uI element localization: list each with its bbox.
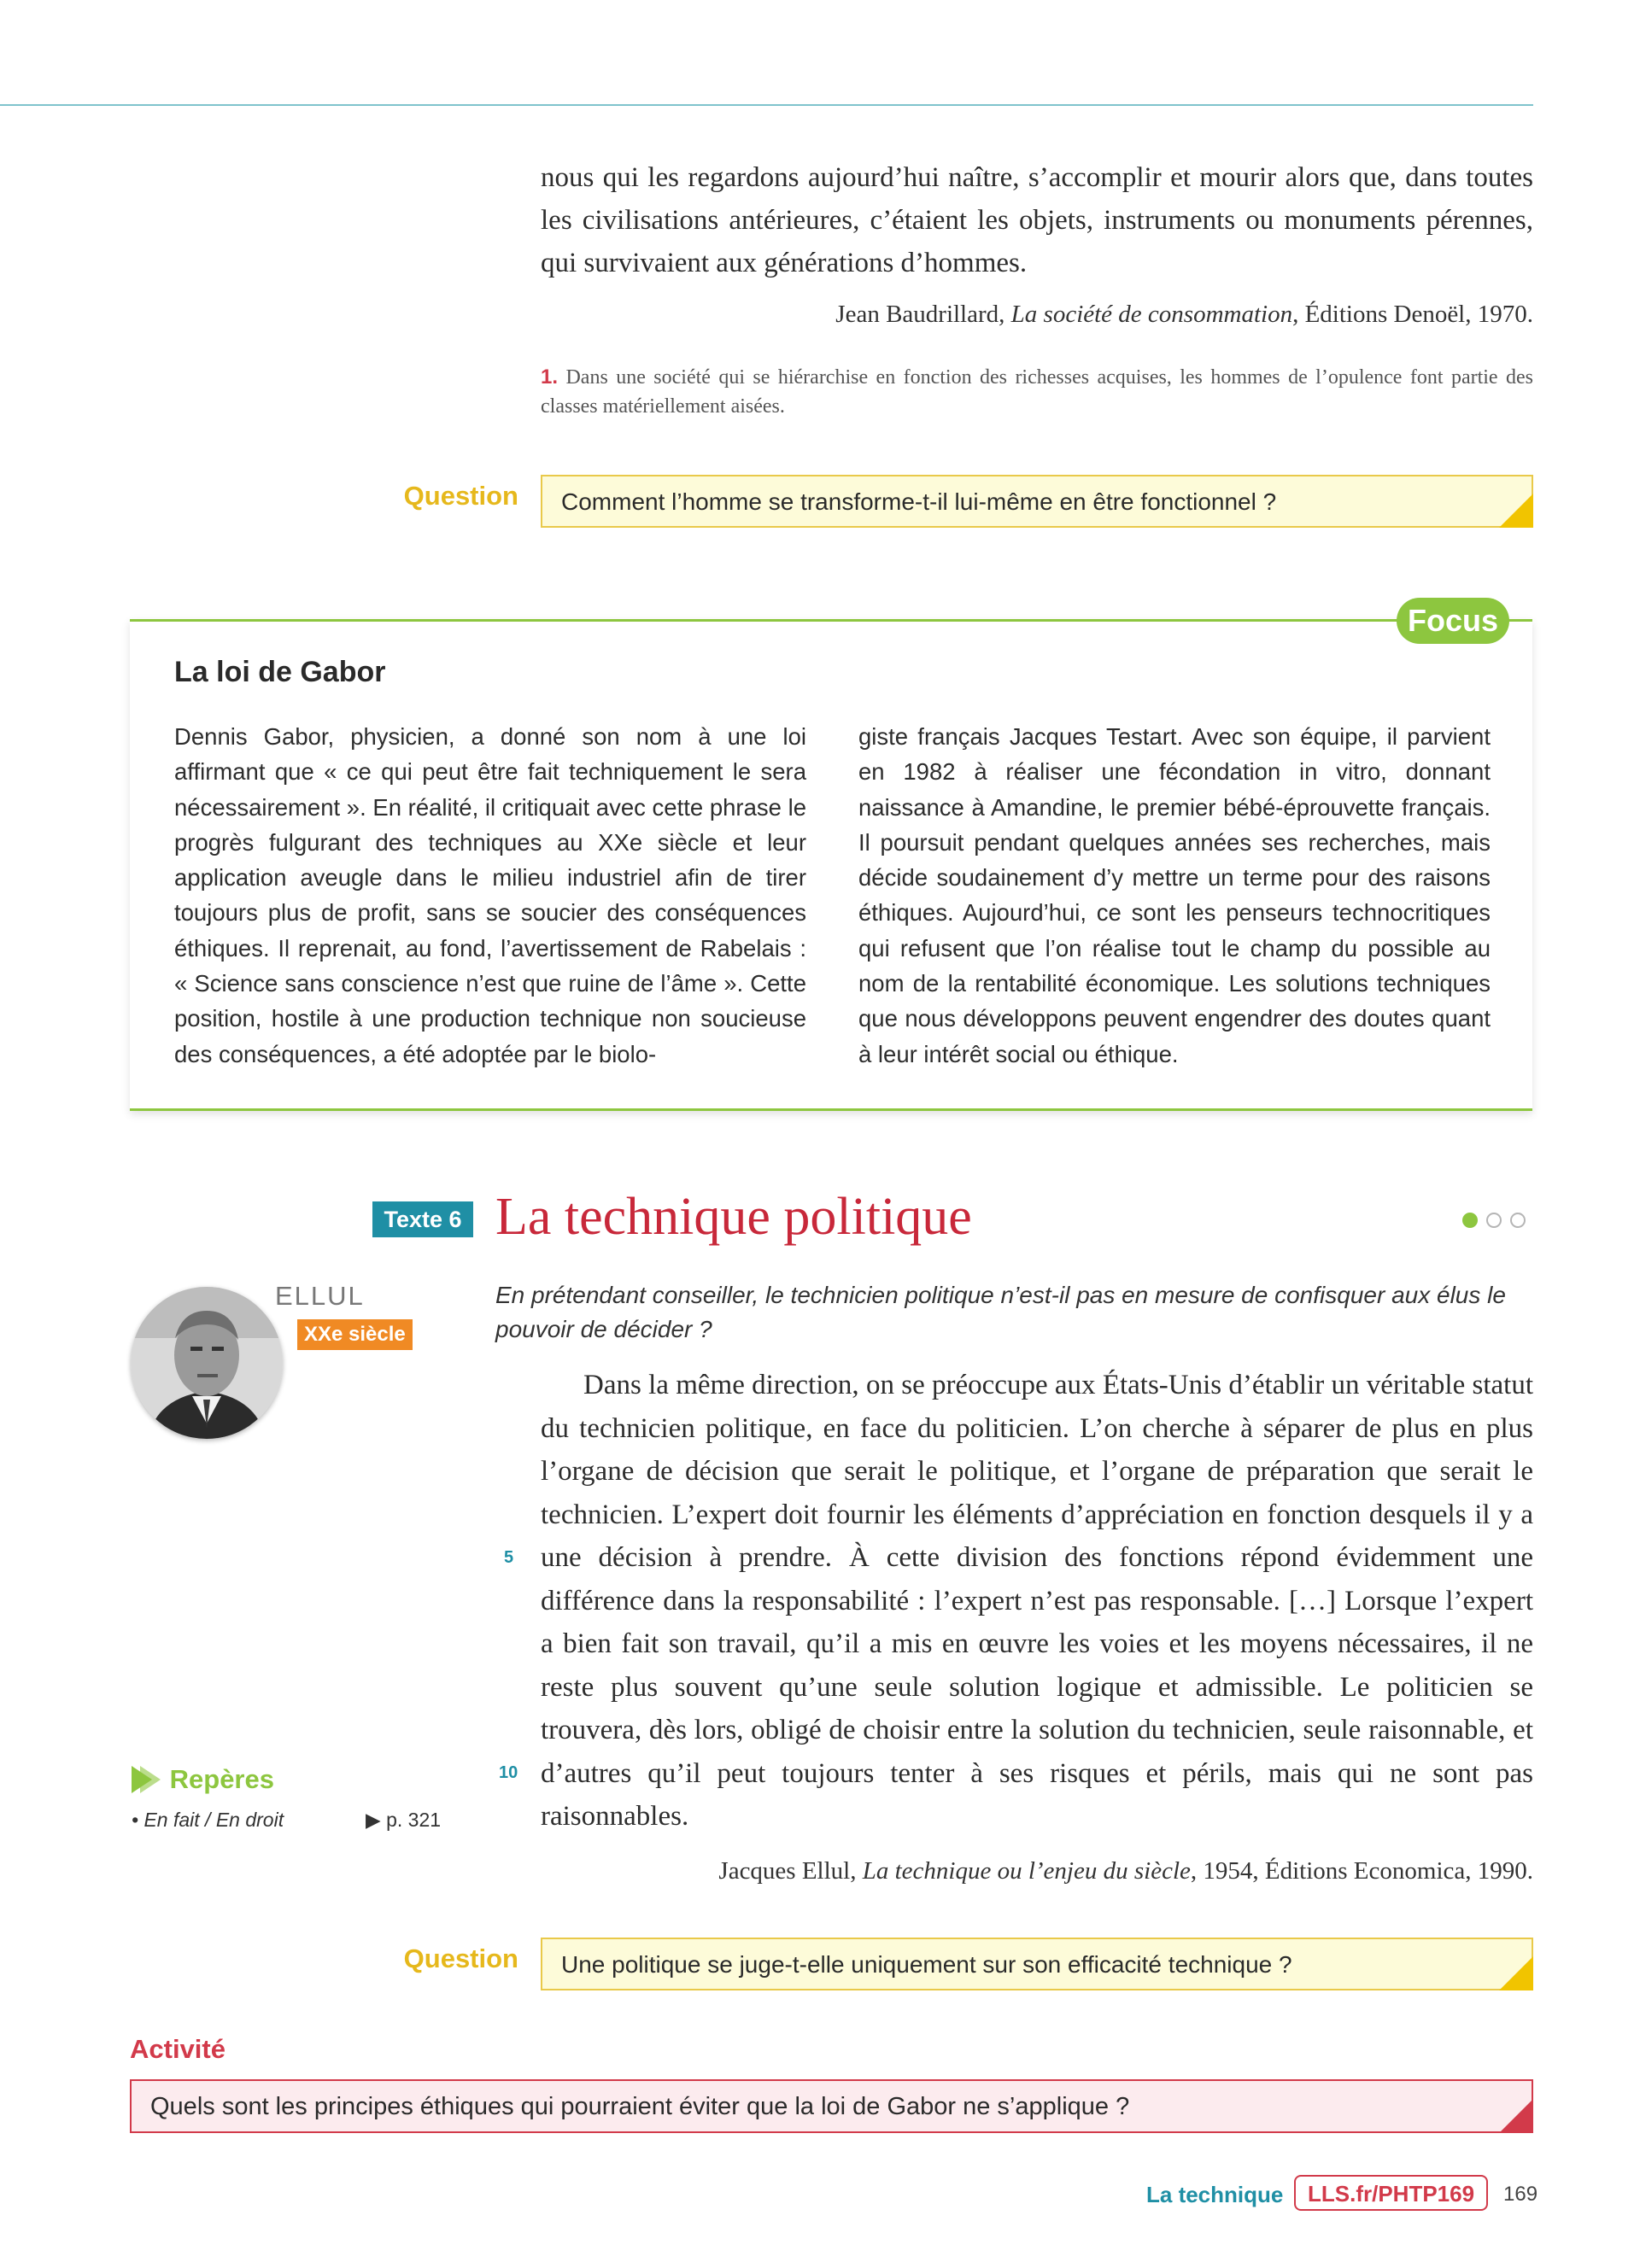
- footnote-text: Dans une société qui se hiérarchise en fonction des richesses acquises, les hommes de l’opulence font partie des classes matériellement aisées.: [541, 366, 1534, 418]
- focus-title: La loi de Gabor: [174, 656, 386, 688]
- source-rest: , 1954, Éditions Economica, 1990.: [1190, 1857, 1533, 1885]
- footer-link[interactable]: LLS.fr/PHTP169: [1294, 2175, 1488, 2211]
- question-box: [541, 1938, 1533, 1990]
- passage-continuation: [541, 156, 1533, 284]
- author-century: XXe siècle: [297, 1319, 413, 1350]
- source-rest: , Éditions Denoël, 1970.: [1292, 301, 1533, 328]
- source-author: Jacques Ellul,: [718, 1857, 857, 1885]
- difficulty-dot-empty: [1510, 1213, 1526, 1228]
- focus-text-right: giste français Jacques Testart. Avec son équipe, il parvient en 1982 à réaliser une fécondation in vitro, donnant naissance à Amandine, le premier bébé-éprouvette français. Il poursuit pendant quelques années ses recherches, mais décide soudainement d’y mettre un terme pour des raisons éthiques. Aujourd’hui, ce sont les penseurs technocritiques qui refusent que l’on réalise tout le champ du possible au nom de la rentabilité économique. Les solutions techniques que nous développons peuvent engendrer des doutes quant à leur intérêt social ou éthique.: [858, 723, 1491, 1067]
- source-author: Jean Baudrillard,: [835, 301, 1005, 328]
- text-intro: En prétendant conseiller, le technicien politique n’est-il pas en mesure de confisquer aux élus le pouvoir de décider ?: [495, 1282, 1506, 1342]
- reperes-title: [132, 1764, 274, 1795]
- focus-text-left: Dennis Gabor, physicien, a donné son nom à une loi affirmant que « ce qui peut être fait techniquement le sera nécessairement ». En réalité, il critiquait avec cette phrase le progrès fulgurant des techniques au XXe siècle et leur application aveugle dans le milieu industriel afin de tirer toujours plus de profit, sans se soucier des conséquences éthiques. Il reprenait, au fond, l’avertissement de Rabelais : « Science sans conscience n’est que ruine de l’âme ». Cette position, hostile à une production technique non soucieuse des conséquences, a été adoptée par le biolo-: [174, 723, 806, 1067]
- texte-title: La technique politique: [495, 1188, 972, 1246]
- page-number: 169: [1503, 2183, 1538, 2206]
- passage-source: [541, 301, 1533, 329]
- reperes-arrow-icon: [140, 1766, 161, 1793]
- reperes-item[interactable]: • En fait / En droit: [132, 1809, 284, 1831]
- author-portrait: [131, 1287, 283, 1439]
- difficulty-dot-filled: [1462, 1213, 1478, 1228]
- activity-corner: [1499, 2099, 1533, 2133]
- footnote-number: 1.: [541, 365, 559, 389]
- source-title: La société de consommation: [1010, 301, 1293, 328]
- activity-box: [130, 2079, 1533, 2133]
- question-corner: [1499, 494, 1533, 528]
- question-label: Question: [403, 1944, 518, 1973]
- source-title: La technique ou l’enjeu du siècle: [862, 1857, 1191, 1885]
- reperes-page-link[interactable]: ▶ p. 321: [366, 1809, 442, 1831]
- footnote: [541, 363, 1533, 421]
- activity-label: Activité: [130, 2034, 226, 2064]
- question-text: Une politique se juge-t-elle uniquement sur son efficacité technique ?: [561, 1951, 1292, 1978]
- text-body: [541, 1364, 1533, 1838]
- question-box: [541, 475, 1533, 528]
- reperes-label: Repères: [169, 1764, 274, 1794]
- focus-column-right: [858, 719, 1491, 1072]
- difficulty-dots: [1462, 1213, 1534, 1228]
- focus-badge: Focus: [1397, 598, 1509, 644]
- question-corner: [1499, 1956, 1533, 1990]
- author-name: ELLUL: [275, 1281, 365, 1311]
- question-text: Comment l’homme se transforme-t-il lui-même en être fonctionnel ?: [561, 488, 1277, 515]
- activity-text: Quels sont les principes éthiques qui pourraient éviter que la loi de Gabor ne s’applique ?: [150, 2093, 1130, 2120]
- footer-chapter: La technique: [1146, 2182, 1284, 2207]
- difficulty-dot-empty: [1486, 1213, 1502, 1228]
- line-number-5: 5: [504, 1548, 514, 1567]
- top-divider: [0, 104, 1533, 106]
- focus-column-left: [174, 719, 806, 1072]
- text-body-paragraph: Dans la même direction, on se préoccupe aux États-Unis d’établir un véritable statut du technicien politique, en face du politicien. L’on cherche à séparer de plus en plus l’organe de décision que serait le politique, et l’organe de préparation que serait le technicien. L’expert doit fournir les éléments d’appréciation en fonction desquels il y a une décision à prendre. À cette division des fonctions répond évidemment une différence dans la responsabilité : l’expert n’est pas responsable. […] Lorsque l’expert a bien fait son travail, qu’il a mis en œuvre les voies et les moyens nécessaires, il ne reste plus souvent qu’une seule solution logique et admissible. Le politicien se trouvera, dès lors, obligé de choisir entre la solution du technicien, seule raisonnable, et d’autres qu’il peut toujours tenter à ses risques et périls, mais qui ne sont pas raisonnables.: [541, 1370, 1533, 1832]
- question-label: Question: [403, 481, 518, 511]
- texte-badge: Texte 6: [372, 1201, 473, 1237]
- line-number-10: 10: [499, 1763, 518, 1782]
- text-source: [541, 1857, 1533, 1885]
- passage-text: nous qui les regardons aujourd’hui naître, s’accomplir et mourir alors que, dans toutes les civilisations antérieures, c’étaient les objets, instruments ou monuments pérennes, qui survivaient aux générations d’hommes.: [541, 162, 1533, 278]
